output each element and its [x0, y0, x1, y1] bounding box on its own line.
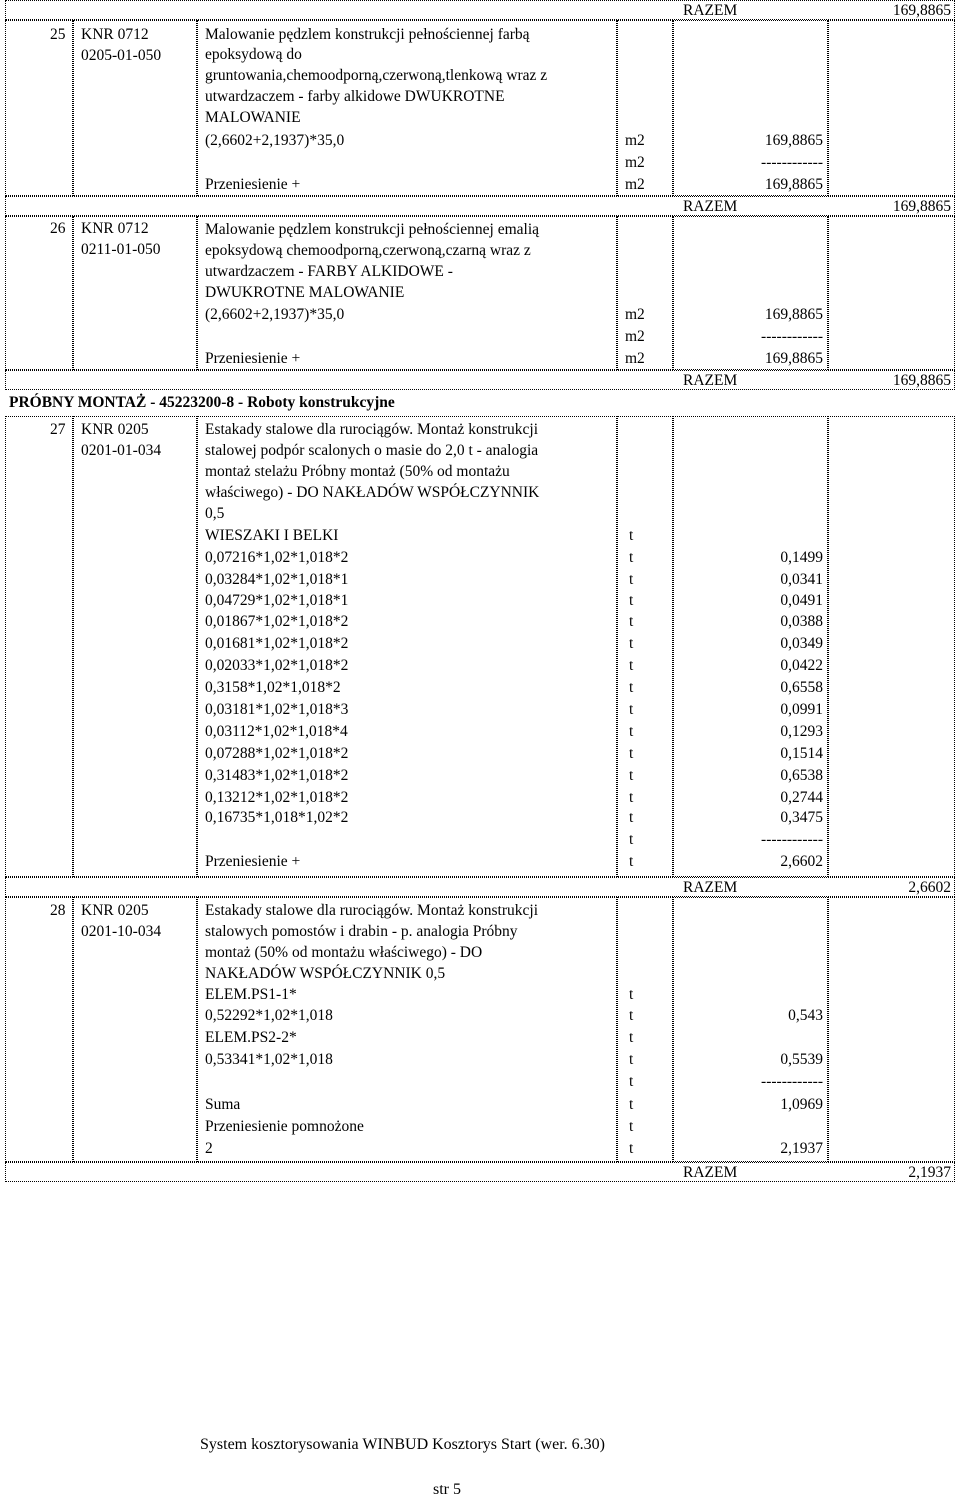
calc-expr: (2,6602+2,1937)*35,0 — [205, 132, 345, 149]
razem-label: RAZEM — [683, 372, 738, 389]
razem-label: RAZEM — [683, 879, 738, 896]
calc-value: 0,6538 — [780, 767, 823, 784]
calc-expr: 0,16735*1,018*1,02*2 — [205, 809, 349, 826]
calc-unit: m2 — [625, 350, 645, 367]
calc-unit: t — [629, 1073, 634, 1090]
item-no-cell — [5, 416, 73, 877]
item-unit-cell — [617, 897, 673, 1162]
item-desc-line: Malowanie pędzlem konstrukcji pełnościennej farbą — [205, 26, 530, 43]
calc-expr: 0,03181*1,02*1,018*3 — [205, 701, 349, 718]
calc-value: 169,8865 — [764, 132, 823, 149]
calc-value: 0,0422 — [780, 657, 823, 674]
calc-unit: t — [629, 789, 634, 806]
calc-expr: 0,02033*1,02*1,018*2 — [205, 657, 349, 674]
item-desc-line: DWUKROTNE MALOWANIE — [205, 284, 405, 301]
calc-expr: 0,01681*1,02*1,018*2 — [205, 635, 349, 652]
item-total-cell — [828, 216, 955, 370]
item-desc-line: montaż (50% od montażu właściwego) - DO — [205, 944, 483, 961]
calc-value: 1,0969 — [780, 1096, 823, 1113]
calc-expr: Przeniesienie + — [205, 350, 301, 367]
calc-expr: 0,3158*1,02*1,018*2 — [205, 679, 341, 696]
calc-expr: 0,53341*1,02*1,018 — [205, 1051, 333, 1068]
item-no-cell — [5, 216, 73, 370]
calc-unit: t — [629, 809, 634, 826]
item-desc-line: NAKŁADÓW WSPÓŁCZYNNIK 0,5 — [205, 965, 446, 982]
item-number: 28 — [50, 902, 66, 919]
calc-expr: 0,07288*1,02*1,018*2 — [205, 745, 349, 762]
calc-value: ------------ — [761, 328, 823, 345]
calc-expr: ELEM.PS1-1* — [205, 986, 297, 1003]
calc-expr: 0,13212*1,02*1,018*2 — [205, 789, 349, 806]
page-number: str 5 — [433, 1481, 461, 1498]
calc-expr: ELEM.PS2-2* — [205, 1029, 297, 1046]
item-code: KNR 0205 — [81, 421, 149, 438]
calc-value: 0,1293 — [780, 723, 823, 740]
calc-unit: t — [629, 1029, 634, 1046]
calc-unit: t — [629, 853, 634, 870]
calc-expr: 0,01867*1,02*1,018*2 — [205, 613, 349, 630]
calc-expr: 2 — [205, 1140, 213, 1157]
calc-unit: t — [629, 1007, 634, 1024]
item-desc-line: 0,5 — [205, 505, 225, 522]
item-total-cell — [828, 897, 955, 1162]
item-desc-line: stalowych pomostów i drabin - p. analogia Próbny — [205, 923, 518, 940]
calc-unit: t — [629, 1051, 634, 1068]
calc-expr: 0,03284*1,02*1,018*1 — [205, 571, 349, 588]
item-code-cell — [73, 416, 197, 877]
item-unit-cell — [617, 416, 673, 877]
item-code: 0201-10-034 — [81, 923, 162, 940]
calc-unit: t — [629, 767, 634, 784]
calc-unit: t — [629, 657, 634, 674]
item-code: KNR 0712 — [81, 26, 149, 43]
razem-row — [5, 1162, 955, 1182]
calc-unit: t — [629, 745, 634, 762]
calc-value: 0,6558 — [780, 679, 823, 696]
calc-expr: 0,03112*1,02*1,018*4 — [205, 723, 348, 740]
calc-unit: m2 — [625, 306, 645, 323]
item-total-cell — [828, 416, 955, 877]
calc-value: 2,1937 — [780, 1140, 823, 1157]
section-title: PRÓBNY MONTAŻ - 45223200-8 - Roboty konstrukcyjne — [9, 394, 395, 411]
calc-unit: m2 — [625, 328, 645, 345]
item-desc-line: epoksydową do — [205, 46, 302, 63]
razem-row — [5, 196, 955, 216]
calc-unit: m2 — [625, 176, 645, 193]
item-code: KNR 0712 — [81, 220, 149, 237]
calc-value: 2,6602 — [780, 853, 823, 870]
calc-unit: t — [629, 701, 634, 718]
item-desc-line: utwardzaczem - farby alkidowe DWUKROTNE — [205, 88, 505, 105]
calc-value: ------------ — [761, 154, 823, 171]
calc-expr: Przeniesienie pomnożone — [205, 1118, 364, 1135]
item-code: KNR 0205 — [81, 902, 149, 919]
calc-expr: (2,6602+2,1937)*35,0 — [205, 306, 345, 323]
calc-unit: t — [629, 549, 634, 566]
calc-expr: 0,52292*1,02*1,018 — [205, 1007, 333, 1024]
razem-row — [5, 370, 955, 390]
item-desc-line: Estakady stalowe dla rurociągów. Montaż konstrukcji — [205, 421, 539, 438]
item-no-cell — [5, 897, 73, 1162]
calc-value: 0,0991 — [780, 701, 823, 718]
item-code: 0211-01-050 — [81, 241, 161, 258]
item-number: 25 — [50, 26, 66, 43]
calc-unit: t — [629, 831, 634, 848]
calc-unit: t — [629, 635, 634, 652]
calc-unit: t — [629, 571, 634, 588]
calc-expr: Suma — [205, 1096, 241, 1113]
item-number: 26 — [50, 220, 66, 237]
item-desc-line: epoksydową chemoodporną,czerwoną,czarną wraz z — [205, 242, 531, 259]
footer-text: System kosztorysowania WINBUD Kosztorys Start (wer. 6.30) — [200, 1436, 605, 1453]
calc-expr: Przeniesienie + — [205, 176, 301, 193]
calc-unit: t — [629, 1140, 634, 1157]
razem-label: RAZEM — [683, 1164, 738, 1181]
calc-value: 0,0491 — [780, 592, 823, 609]
razem-row-top — [5, 0, 955, 20]
item-desc-line: montaż stelażu Próbny montaż (50% od montażu — [205, 463, 510, 480]
calc-value: 0,543 — [788, 1007, 823, 1024]
item-desc-line: Estakady stalowe dla rurociągów. Montaż konstrukcji — [205, 902, 539, 919]
razem-value: 169,8865 — [892, 2, 951, 19]
calc-unit: t — [629, 1118, 634, 1135]
item-code: 0201-01-034 — [81, 442, 162, 459]
calc-value: 0,5539 — [780, 1051, 823, 1068]
razem-label: RAZEM — [683, 198, 738, 215]
razem-value: 169,8865 — [892, 198, 951, 215]
item-no-cell — [5, 20, 73, 196]
calc-expr: 0,31483*1,02*1,018*2 — [205, 767, 349, 784]
calc-value: 169,8865 — [764, 176, 823, 193]
razem-row — [5, 877, 955, 897]
item-desc-line: stalowej podpór scalonych o masie do 2,0 t - analogia — [205, 442, 539, 459]
calc-unit: t — [629, 613, 634, 630]
razem-label: RAZEM — [683, 2, 738, 19]
calc-unit: t — [629, 679, 634, 696]
item-desc-line: Malowanie pędzlem konstrukcji pełnościennej emalią — [205, 221, 539, 238]
calc-unit: m2 — [625, 132, 645, 149]
calc-value: ------------ — [761, 1073, 823, 1090]
calc-value: 169,8865 — [764, 306, 823, 323]
item-number: 27 — [50, 421, 66, 438]
calc-value: 169,8865 — [764, 350, 823, 367]
calc-unit: t — [629, 592, 634, 609]
calc-value: 0,0341 — [780, 571, 823, 588]
calc-unit: t — [629, 1096, 634, 1113]
calc-value: 0,0349 — [780, 635, 823, 652]
item-desc-line: MALOWANIE — [205, 109, 301, 126]
razem-value: 2,1937 — [908, 1164, 951, 1181]
calc-value: 0,3475 — [780, 809, 823, 826]
calc-expr: WIESZAKI I BELKI — [205, 527, 339, 544]
calc-value: ------------ — [761, 831, 823, 848]
calc-value: 0,0388 — [780, 613, 823, 630]
calc-expr: 0,04729*1,02*1,018*1 — [205, 592, 349, 609]
calc-unit: t — [629, 527, 634, 544]
item-desc-line: gruntowania,chemoodporną,czerwoną,tlenkową wraz z — [205, 67, 548, 84]
razem-value: 169,8865 — [892, 372, 951, 389]
razem-value: 2,6602 — [908, 879, 951, 896]
calc-value: 0,2744 — [780, 789, 823, 806]
calc-unit: t — [629, 723, 634, 740]
item-desc-line: utwardzaczem - FARBY ALKIDOWE - — [205, 263, 453, 280]
calc-unit: t — [629, 986, 634, 1003]
calc-expr: 0,07216*1,02*1,018*2 — [205, 549, 349, 566]
item-desc-line: właściwego) - DO NAKŁADÓW WSPÓŁCZYNNIK — [205, 484, 540, 501]
calc-value: 0,1499 — [780, 549, 823, 566]
calc-value: 0,1514 — [780, 745, 823, 762]
item-value-cell — [673, 897, 828, 1162]
item-code: 0205-01-050 — [81, 47, 162, 64]
calc-expr: Przeniesienie + — [205, 853, 301, 870]
calc-unit: m2 — [625, 154, 645, 171]
item-total-cell — [828, 20, 955, 196]
